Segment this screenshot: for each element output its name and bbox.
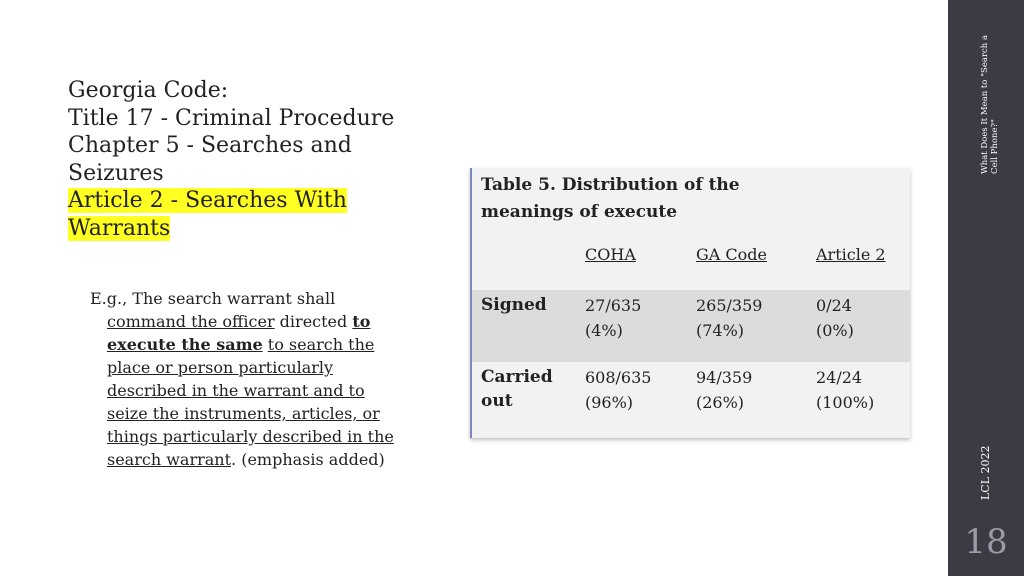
table-cell: [816, 293, 854, 343]
row-label-text: Carried: [481, 367, 553, 387]
table-row-carried-out: [472, 362, 910, 434]
table-cell: [696, 293, 762, 343]
quote-underlined: to search the: [267, 335, 375, 354]
cell-percent: (26%): [696, 393, 745, 412]
distribution-table: [470, 168, 910, 438]
sidebar-title-line: What Does It Mean to "Search a: [980, 34, 990, 174]
heading-line: Seizures: [68, 160, 164, 186]
heading-line: Georgia Code:: [68, 78, 229, 103]
slide-heading: [68, 77, 448, 242]
heading-line: Chapter 5 - Searches and: [68, 133, 352, 158]
quote-underlined: command the officer: [107, 312, 275, 331]
quote-text: . (emphasis added): [231, 450, 385, 469]
cell-count: 24/24: [816, 368, 863, 387]
row-label-text: out: [481, 391, 513, 411]
table-cell: [816, 365, 874, 415]
quote-underlined: search warrant: [107, 450, 232, 469]
cell-percent: (96%): [585, 393, 634, 412]
quote-underlined: things particularly described in the: [107, 427, 394, 446]
column-header-article-2: Article 2: [816, 245, 886, 264]
quote-emphasis: execute the same: [107, 335, 263, 354]
example-prefix: E.g., The search warrant shall: [90, 289, 336, 308]
quote-underlined: described in the warrant and to: [107, 381, 365, 400]
quote-text: directed: [274, 312, 353, 331]
row-label: [481, 365, 561, 413]
cell-count: 608/635: [585, 368, 652, 387]
sidebar-title: [980, 24, 1010, 174]
sidebar-year: LCL 2022: [979, 445, 992, 500]
cell-count: 94/359: [696, 368, 753, 387]
quote-underlined: seize the instruments, articles, or: [107, 404, 380, 423]
table-title-line: Table 5. Distribution of the: [481, 175, 740, 195]
cell-percent: (0%): [816, 321, 854, 340]
cell-percent: (4%): [585, 321, 623, 340]
quote-underlined: place or person particularly: [107, 358, 334, 377]
row-label: [481, 293, 561, 317]
table-row-signed: [472, 290, 910, 362]
cell-percent: (74%): [696, 321, 745, 340]
cell-count: 0/24: [816, 296, 852, 315]
heading-line: Title 17 - Criminal Procedure: [68, 105, 395, 131]
column-header-coha: COHA: [585, 245, 636, 264]
sidebar-title-line: Cell Phone?": [990, 119, 1000, 174]
row-label-text: Signed: [481, 295, 547, 315]
highlighted-heading-line: Article 2 - Searches With: [68, 188, 347, 213]
cell-count: 265/359: [696, 296, 763, 315]
table-title: [481, 172, 811, 226]
table-cell: [696, 365, 752, 415]
cell-percent: (100%): [816, 393, 875, 412]
table-cell: [585, 365, 651, 415]
table-title-line: meanings of execute: [481, 202, 678, 222]
page-number: 18: [964, 522, 1008, 562]
example-quote: [90, 287, 450, 471]
column-header-ga-code: GA Code: [696, 245, 768, 264]
quote-emphasis: to: [352, 312, 371, 331]
highlighted-heading-line: Warrants: [68, 215, 171, 241]
table-cell: [585, 293, 641, 343]
cell-count: 27/635: [585, 296, 642, 315]
